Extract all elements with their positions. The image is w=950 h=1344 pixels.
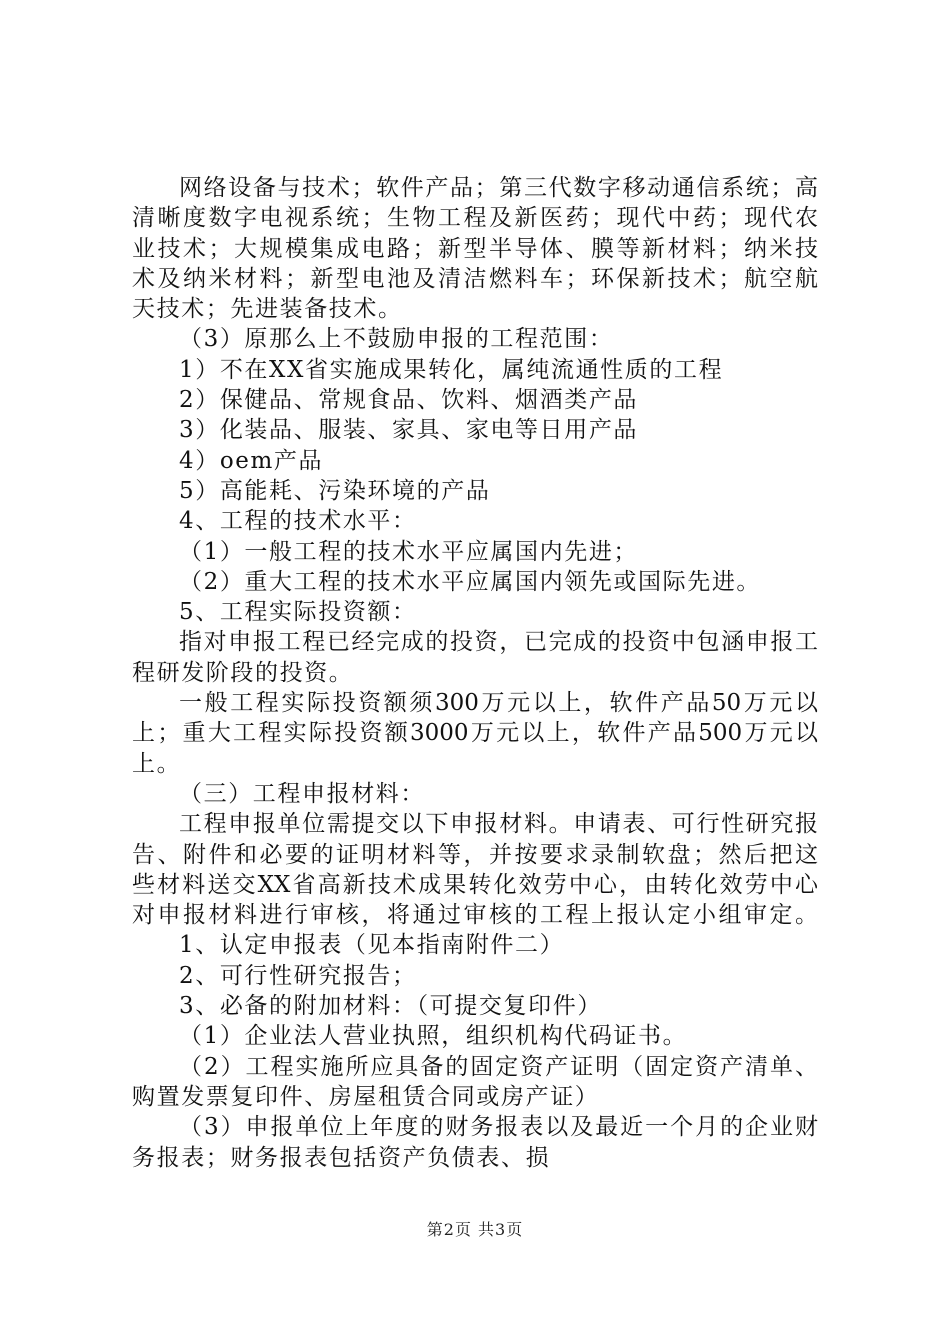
text-line: 天技术；先进装备技术。 (132, 296, 403, 323)
text-line: 上。 (132, 750, 182, 777)
text-line: 网络设备与技术；软件产品；第三代数字移动通信系统；高 (179, 175, 818, 201)
text-line: 告、附件和必要的证明材料等，并按要求录制软盘；然后把这 (132, 841, 818, 868)
text-line: 2）保健品、常规食品、饮料、烟酒类产品 (179, 387, 639, 414)
text-line: 4）oem产品 (179, 447, 324, 474)
text-line: 务报表；财务报表包括资产负债表、损 (132, 1144, 551, 1171)
text-line: （3）原那么上不鼓励申报的工程范围： (179, 326, 614, 353)
text-line: （2）重大工程的技术水平应属国内领先或国际先进。 (179, 568, 762, 595)
text-line: 1）不在XX省实施成果转化，属纯流通性质的工程 (179, 356, 724, 383)
text-line: 业技术；大规模集成电路；新型半导体、膜等新材料；纳米技 (132, 235, 818, 262)
text-line: 3、必备的附加材料：（可提交复印件） (179, 993, 602, 1020)
text-line: 购置发票复印件、房屋租赁合同或房产证） (132, 1083, 600, 1110)
text-line: （2）工程实施所应具备的固定资产证明（固定资产清单、 (179, 1053, 818, 1080)
text-line: 上；重大工程实际投资额3000万元以上，软件产品500万元以 (132, 720, 818, 747)
text-line: 5）高能耗、污染环境的产品 (179, 477, 491, 504)
text-line: 4、工程的技术水平： (179, 508, 417, 535)
text-line: （1）一般工程的技术水平应属国内先进； (179, 538, 639, 565)
text-line: 工程申报单位需提交以下申报材料。申请表、可行性研究报 (179, 811, 818, 838)
text-line: 2、可行性研究报告； (179, 962, 417, 989)
text-line: 对申报材料进行审核，将通过审核的工程上报认定小组审定。 (132, 902, 818, 929)
page-footer: 第2页 共3页 (426, 1220, 524, 1239)
text-line: （3）申报单位上年度的财务报表以及最近一个月的企业财 (179, 1114, 818, 1141)
text-line: 3）化装品、服装、家具、家电等日用产品 (179, 417, 639, 444)
text-line: （三）工程申报材料： (179, 780, 425, 807)
document-body (132, 173, 818, 1173)
text-line: 些材料送交XX省高新技术成果转化效劳中心，由转化效劳中心 (132, 871, 818, 898)
text-line: 1、认定申报表（见本指南附件二） (179, 932, 565, 959)
text-line: 一般工程实际投资额须300万元以上，软件产品50万元以 (179, 690, 818, 717)
text-line: 5、工程实际投资额： (179, 599, 417, 626)
text-line: 指对申报工程已经完成的投资，已完成的投资中包涵申报工 (179, 629, 818, 656)
text-line: 程研发阶段的投资。 (132, 659, 354, 686)
text-line: 术及纳米材料；新型电池及清洁燃料车；环保新技术；航空航 (132, 265, 818, 292)
text-line: 清晰度数字电视系统；生物工程及新医药；现代中药；现代农 (132, 205, 818, 232)
text-line: （1）企业法人营业执照，组织机构代码证书。 (179, 1023, 688, 1050)
